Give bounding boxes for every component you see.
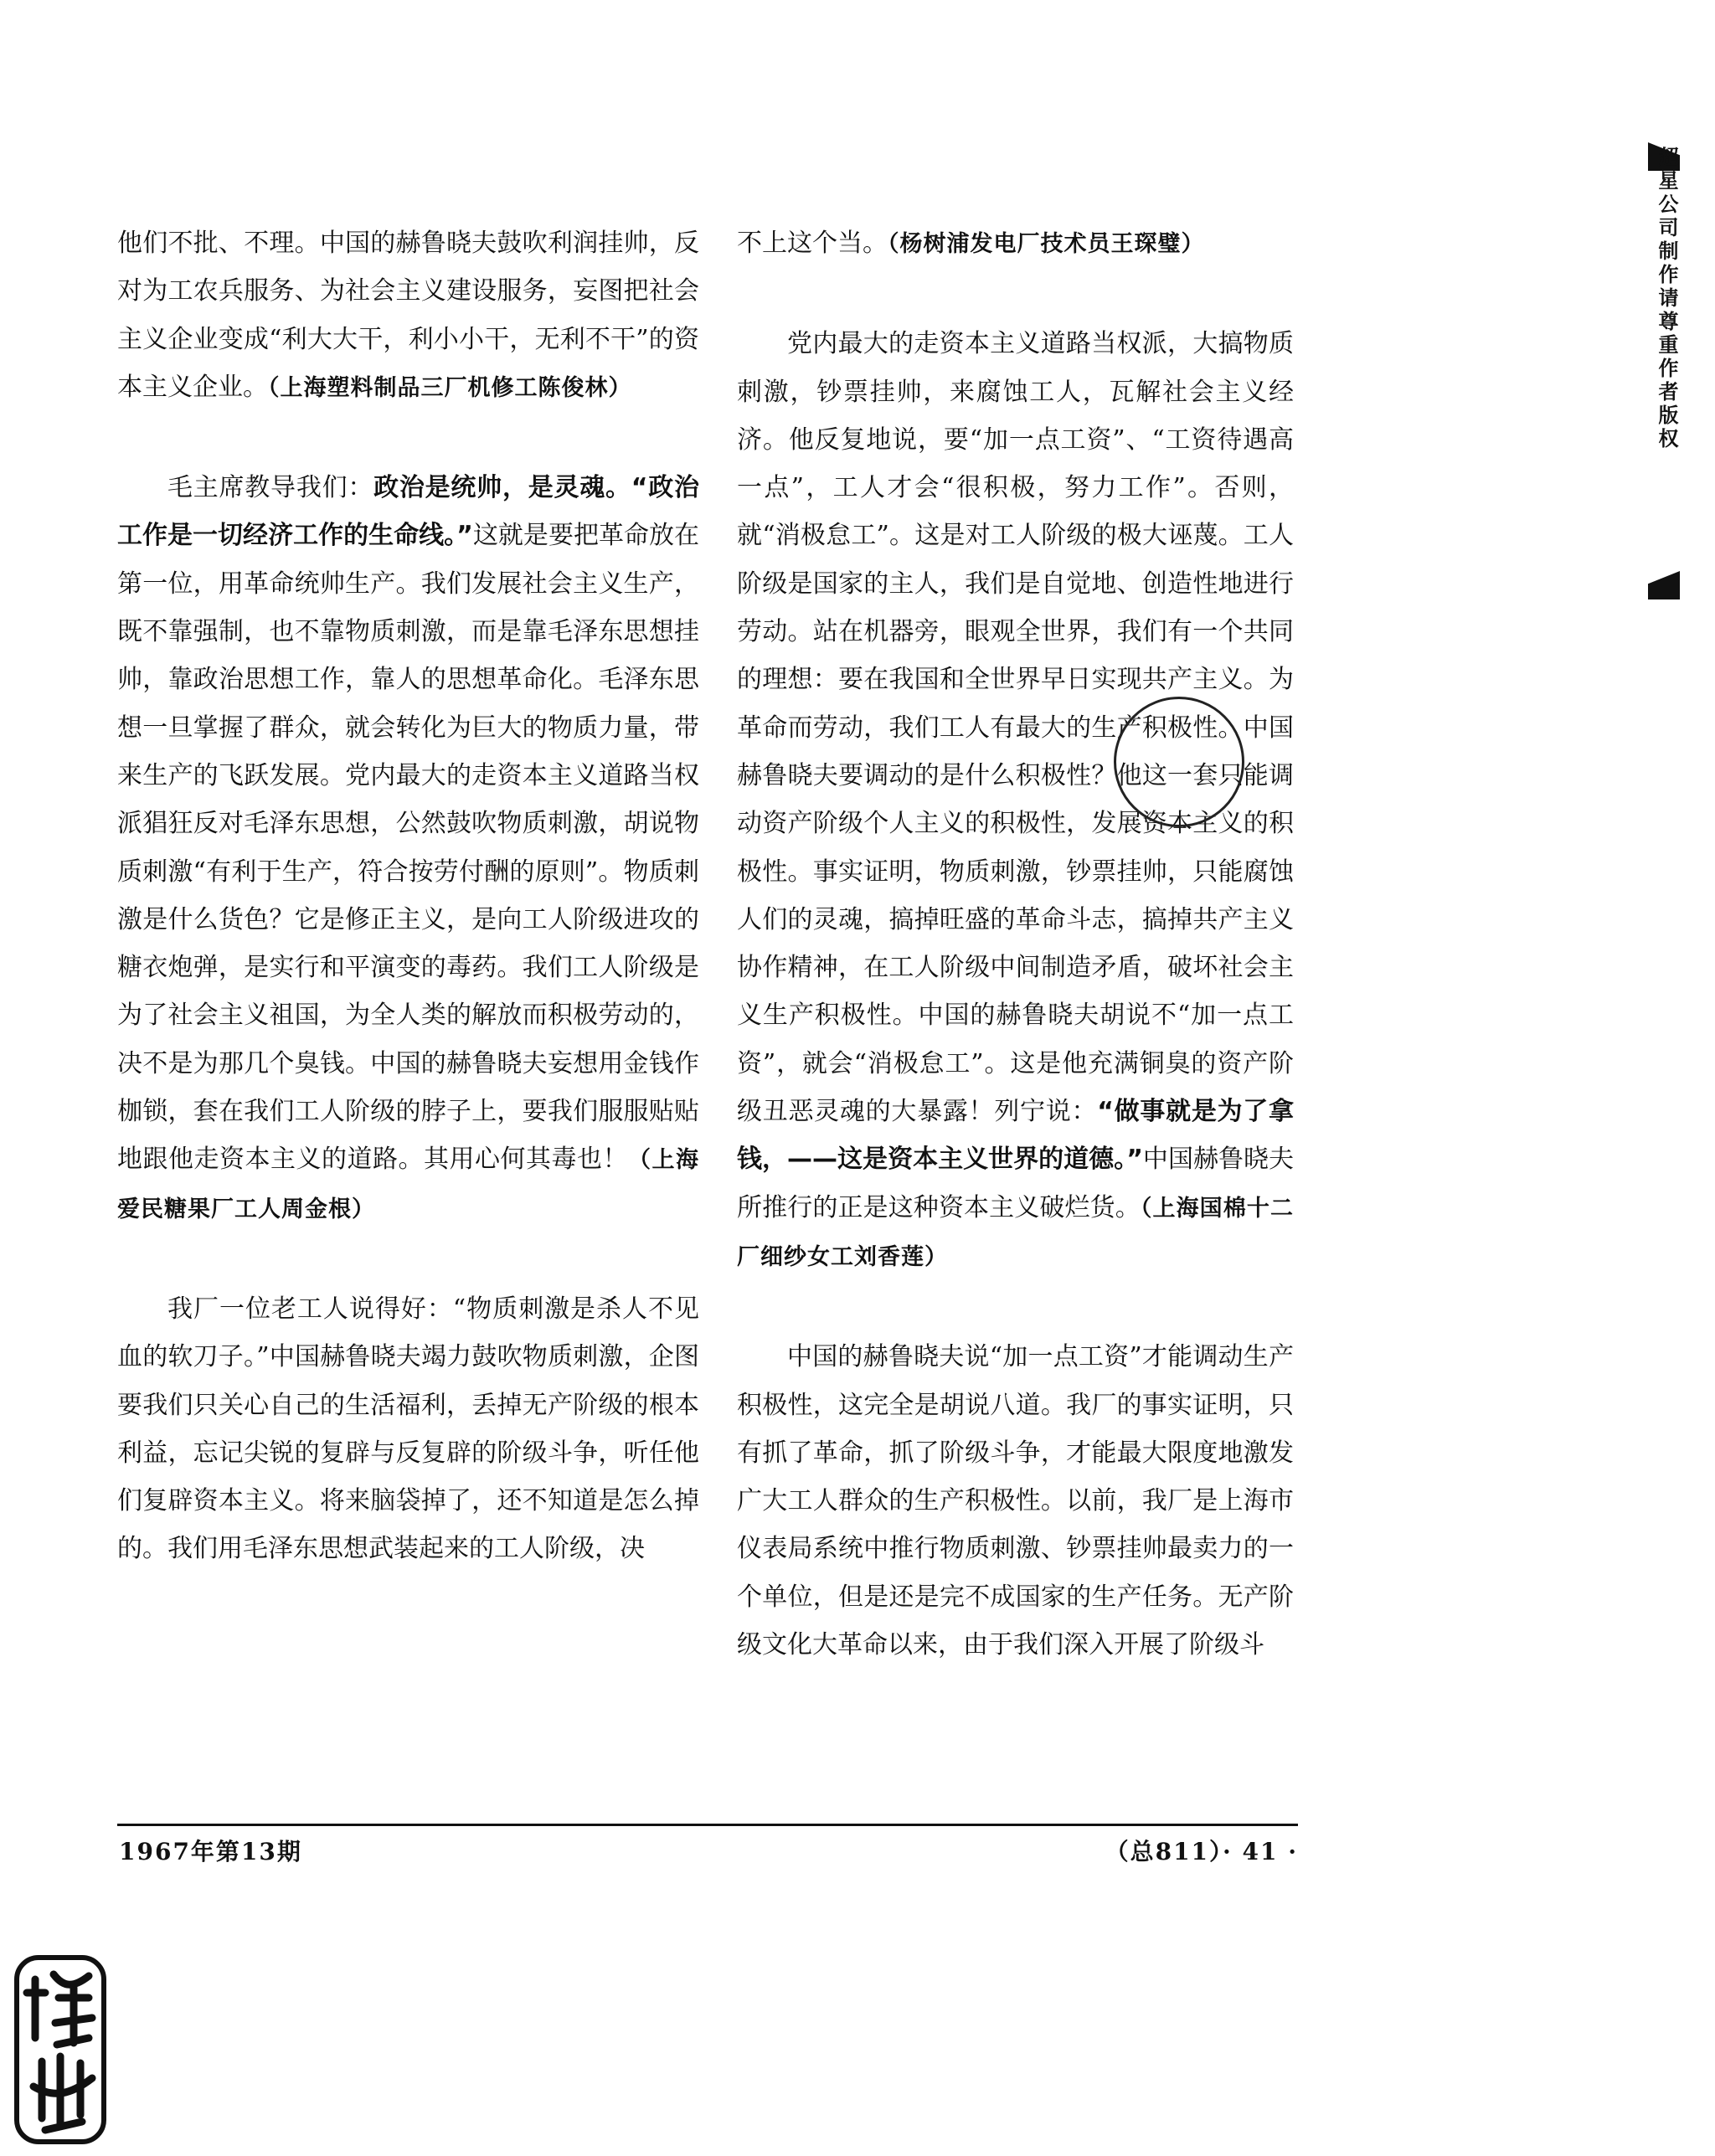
author-attribution: （杨树浦发电厂技术员王琛璧） (888, 231, 1205, 257)
article-paragraph-6: 中国的赫鲁晓夫说“加一点工资”才能调动生产积极性，这完全是胡说八道。我厂的事实证明，只有抓了革命，抓了阶级斗争，才能最大限度地激发广大工人群众的生产积极性。以前，我厂是上海市仪表局系统中推行物质刺激、钞票挂帅最卖力的一个单位，但是还是完不成国家的生产任务。无产阶级文化大革命以来，由于我们深入开展了阶级斗 (737, 1342, 1294, 1660)
bold-quotation: “做事就是为了拿钱，——这是资本主义世界的道德。” (737, 1097, 1294, 1175)
right-column (737, 219, 1294, 1721)
handwritten-circle-mark (1114, 697, 1244, 827)
copyright-banner: 超星公司制作请尊重作者版权 (1655, 147, 1678, 451)
seal-stamp-icon (12, 1951, 111, 2148)
article-paragraph-3: 我厂一位老工人说得好：“物质刺激是杀人不见血的软刀子。”中国赫鲁晓夫竭力鼓吹物质刺激，企图要我们只关心自己的生活福利，丢掉无产阶级的根本利益，忘记尖锐的复辟与反复辟的阶级斗争，听任他们复辟资本主义。将来脑袋掉了，还不知道是怎么掉的。我们用毛泽东思想武装起来的工人阶级，决 (117, 1294, 699, 1564)
left-column (117, 219, 699, 1625)
author-attribution: （上海爱民糖果厂工人周金根） (117, 1147, 699, 1222)
footer-rule (117, 1824, 1298, 1826)
banner-arrow-bottom-icon (1648, 571, 1680, 599)
author-attribution: （上海塑料制品三厂机修工陈俊林） (268, 374, 632, 401)
author-attribution: （上海国棉十二厂细纱女工刘香莲） (737, 1195, 1295, 1270)
article-paragraph-2: 毛主席教导我们：政治是统帅，是灵魂。“政治工作是一切经济工作的生命线。”这就是要把革命放在第一位，用革命统帅生产。我们发展社会主义生产，既不靠强制，也不靠物质刺激，而是靠毛泽东思想挂帅，靠政治思想工作，靠人的思想革命化。毛泽东思想一旦掌握了群众，就会转化为巨大的物质力量，带来生产的飞跃发展。党内最大的走资本主义道路当权派猖狂反对毛泽东思想，公然鼓吹物质刺激，胡说物质刺激“有利于生产，符合按劳付酬的原则”。物质刺激是什么货色？它是修正主义，是向工人阶级进攻的糖衣炮弹，是实行和平演变的毒药。我们工人阶级是为了社会主义祖国，为全人类的解放而积极劳动的，决不是为那几个臭钱。中国的赫鲁晓夫妄想用金钱作枷锁，套在我们工人阶级的脖子上，要我们服服贴贴地跟他走资本主义的道路。其用心何其毒也！（上海爱民糖果厂工人周金根） (117, 473, 700, 1222)
bold-quotation: 政治是统帅，是灵魂。“政治工作是一切经济工作的生命线。” (117, 473, 700, 551)
article-paragraph-1: 他们不批、不理。中国的赫鲁晓夫鼓吹利润挂帅，反对为工农兵服务、为社会主义建设服务，妄图把社会主义企业变成“利大大干，利小小干，无利不干”的资本主义企业。（上海塑料制品三厂机修工陈俊林） (117, 229, 699, 402)
article-paragraph-4: 不上这个当。（杨树浦发电厂技术员王琛璧） (737, 229, 1205, 258)
page-number: （总811）· 41 · (1105, 1838, 1298, 1865)
article-paragraph-5: 党内最大的走资本主义道路当权派，大搞物质刺激，钞票挂帅，来腐蚀工人，瓦解社会主义经济。他反复地说，要“加一点工资”、“工资待遇高一点”，工人才会“很积极，努力工作”。否则，就“消极怠工”。这是对工人阶级的极大诬蔑。工人阶级是国家的主人，我们是自觉地、创造性地进行劳动。站在机器旁，眼观全世界，我们有一个共同的理想：要在我国和全世界早日实现共产主义。为革命而劳动，我们工人有最大的生产积极性。中国赫鲁晓夫要调动的是什么积极性？他这一套只能调动资产阶级个人主义的积极性，发展资本主义的积极性。事实证明，物质刺激，钞票挂帅，只能腐蚀人们的灵魂，搞掉旺盛的革命斗志，搞掉共产主义协作精神，在工人阶级中间制造矛盾，破坏社会主义生产积极性。中国的赫鲁晓夫胡说不“加一点工资”，就会“消极怠工”。这是他充满铜臭的资产阶级丑恶灵魂的大暴露！列宁说：“做事就是为了拿钱，——这是资本主义世界的道德。”中国赫鲁晓夫所推行的正是这种资本主义破烂货。（上海国棉十二厂细纱女工刘香莲） (737, 329, 1295, 1270)
issue-label: 1967年第13期 (119, 1838, 302, 1865)
